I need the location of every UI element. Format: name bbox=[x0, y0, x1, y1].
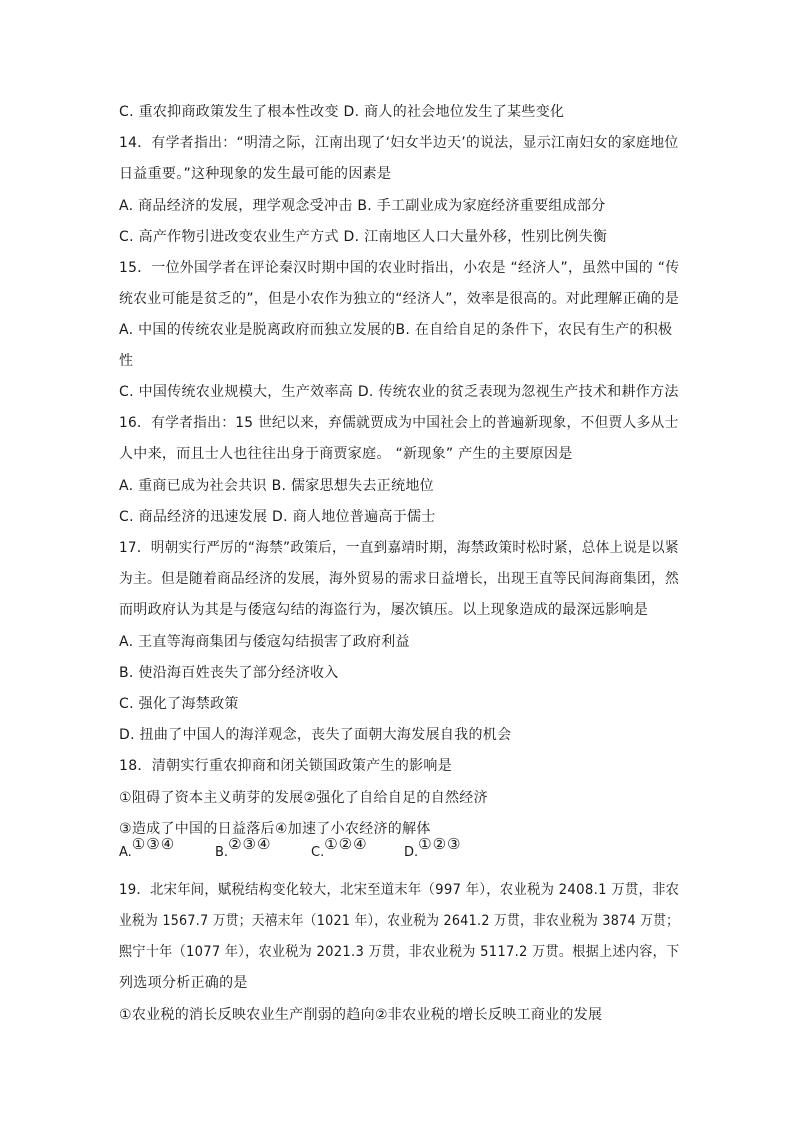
option-value: ②③④ bbox=[228, 835, 272, 853]
q17-stem-line3: 而明政府认为其是与倭寇勾结的海盗行为，屡次镇压。以上现象造成的最深远影响是 bbox=[119, 602, 649, 618]
option-label: A. bbox=[119, 845, 132, 860]
option-label: D. bbox=[404, 845, 419, 860]
q15-options-ab-cont: 性 bbox=[119, 353, 134, 369]
q16-stem-line1: 16．有学者指出：15 世纪以来，弃儒就贾成为中国社会上的普遍新现象，不但贾人多从士 bbox=[119, 415, 679, 431]
q13-options-cd: C. 重农抑商政策发生了根本性改变 D. 商人的社会地位发生了某些变化 bbox=[119, 104, 565, 120]
option-value: ①②③ bbox=[418, 835, 462, 853]
q17-option-d: D. 扭曲了中国人的海洋观念，丧失了面朝大海发展自我的机会 bbox=[119, 727, 512, 743]
q16-stem-line2: 人中来，而且士人也往往出身于商贾家庭。 “新现象” 产生的主要原因是 bbox=[119, 446, 573, 462]
option-value: ①③④ bbox=[131, 835, 176, 853]
q18-option-d bbox=[404, 835, 462, 872]
option-label: B. bbox=[215, 845, 229, 860]
q18-item-34: ③造成了中国的日益落后④加速了小农经济的解体 bbox=[119, 821, 431, 837]
q14-options-cd: C. 高产作物引进改变农业生产方式 D. 江南地区人口大量外移，性别比例失衡 bbox=[119, 229, 608, 245]
q16-options-cd: C. 商品经济的迅速发展 D. 商人地位普遍高于儒士 bbox=[119, 509, 436, 525]
q18-option-c bbox=[311, 835, 368, 872]
q14-stem-line1: 14．有学者指出：“明清之际，江南出现了‘妇女半边天’的说法，显示江南妇女的家庭地位 bbox=[119, 135, 679, 151]
q19-stem-line4: 列选项分析正确的是 bbox=[119, 975, 248, 991]
q18-option-b bbox=[215, 835, 272, 872]
q14-options-ab: A. 商品经济的发展，理学观念受冲击 B. 手工副业成为家庭经济重要组成部分 bbox=[119, 198, 606, 214]
q14-stem-line2: 日益重要。”这种现象的发生最可能的因素是 bbox=[119, 166, 392, 182]
q17-stem-line2: 为主。但是随着商品经济的发展，海外贸易的需求日益增长，出现王直等民间海商集团，然 bbox=[119, 571, 679, 587]
option-label: C. bbox=[311, 845, 325, 860]
q15-stem-line1: 15．一位外国学者在评论秦汉时期中国的农业时指出，小农是 “经济人”，虽然中国的 “传 bbox=[119, 260, 680, 276]
q17-option-a: A. 王直等海商集团与倭寇勾结损害了政府利益 bbox=[119, 634, 410, 650]
option-value: ①②④ bbox=[324, 835, 368, 853]
q18-stem: 18．清朝实行重农抑商和闭关锁国政策产生的影响是 bbox=[119, 758, 453, 774]
q18-option-a bbox=[119, 835, 176, 872]
q17-stem-line1: 17．明朝实行严厉的“海禁”政策后，一直到嘉靖时期，海禁政策时松时紧，总体上说是以紧 bbox=[119, 540, 679, 556]
q19-item-12: ①农业税的消长反映农业生产削弱的趋向②非农业税的增长反映工商业的发展 bbox=[119, 1007, 603, 1023]
q19-stem-line1: 19．北宋年间，赋税结构变化较大，北宋至道末年（997 年），农业税为 2408.1 万贯，非农 bbox=[119, 882, 680, 898]
q15-stem-line2: 统农业可能是贫乏的”，但是小农作为独立的“经济人”，效率是很高的。对此理解正确的是 bbox=[119, 291, 680, 307]
q19-stem-line2: 业税为 1567.7 万贯；天禧末年（1021 年），农业税为 2641.2 万贯，非农业税为 3874 万贯； bbox=[119, 913, 680, 929]
q19-stem-line3: 熙宁十年（1077 年），农业税为 2021.3 万贯，非农业税为 5117.2 万贯。根据上述内容，下 bbox=[119, 944, 680, 960]
q15-options-ab: A. 中国的传统农业是脱离政府而独立发展的B. 在自给自足的条件下，农民有生产的积极 bbox=[119, 322, 673, 338]
q18-item-12: ①阻碍了资本主义萌芽的发展②强化了自给自足的自然经济 bbox=[119, 790, 488, 806]
q16-options-ab: A. 重商已成为社会共识 B. 儒家思想失去正统地位 bbox=[119, 478, 434, 494]
q15-options-cd: C. 中国传统农业规模大，生产效率高 D. 传统农业的贫乏表现为忽视生产技术和耕作方法 bbox=[119, 384, 679, 400]
q17-option-b: B. 使沿海百姓丧失了部分经济收入 bbox=[119, 665, 339, 681]
q17-option-c: C. 强化了海禁政策 bbox=[119, 696, 239, 712]
